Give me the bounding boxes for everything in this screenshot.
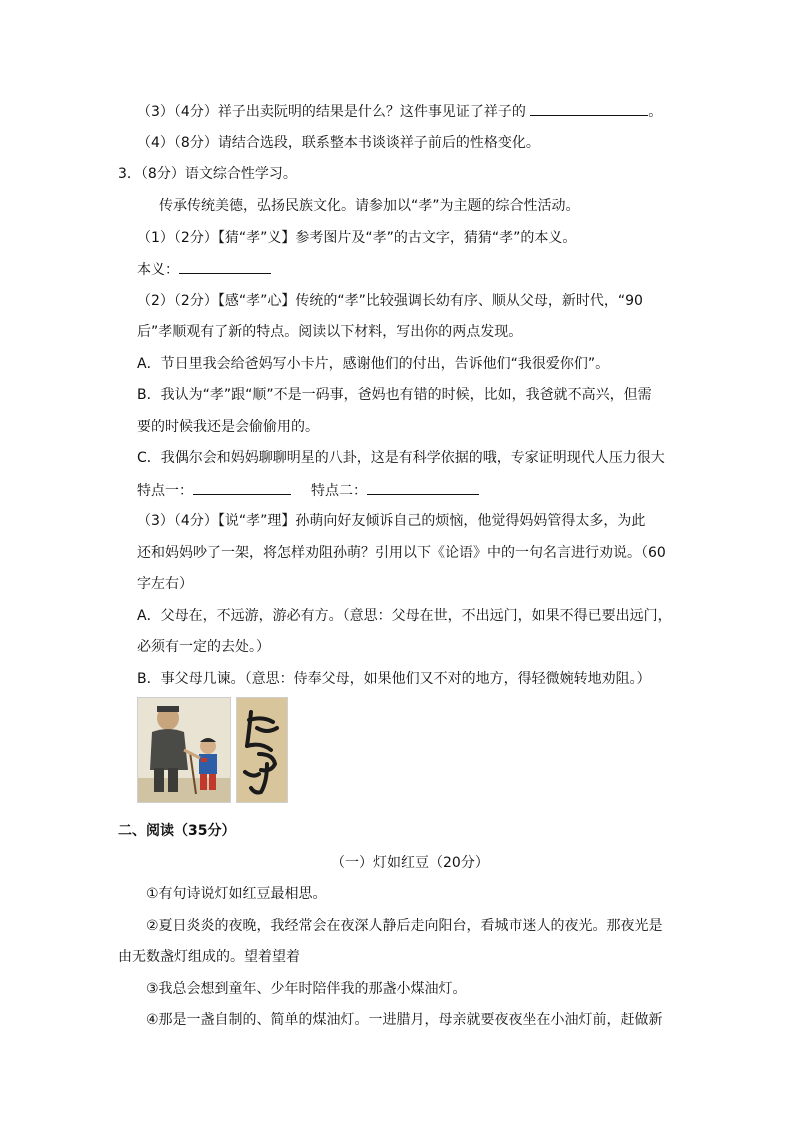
material-c: C．我偶尔会和妈妈聊聊明星的八卦，这是有科学依据的哦，专家证明现代人压力很大 xyxy=(137,450,665,466)
question-4-line: （4）（8分）请结合选段，联系整本书谈谈祥子前后的性格变化。 xyxy=(137,135,540,151)
paragraph-1: ①有句诗说灯如红豆最相思。 xyxy=(146,886,327,902)
lunyu-a-line1: A．父母在，不远游，游必有方。（意思：父母在世，不出远门，如果不得已要出远门， xyxy=(137,608,672,624)
seal-script-drawing xyxy=(237,698,287,802)
ancient-xiao-character xyxy=(236,697,288,803)
sub-question-1: （1）（2分）【猜“孝”义】参考图片及“孝”的古文字，猜猜“孝”的本义。 xyxy=(137,230,577,246)
sub-question-2-line2: 后”孝顺观有了新的特点。阅读以下材料，写出你的两点发现。 xyxy=(137,324,523,340)
punctuation: 。 xyxy=(648,104,663,120)
lunyu-b: B．事父母几谏。（意思：侍奉父母，如果他们又不对的地方，得轻微婉转地劝阻。） xyxy=(137,671,651,687)
sub-question-3-line1: （3）（4分）【说“孝”理】孙萌向好友倾诉自己的烦恼，他觉得妈妈管得太多，为此 xyxy=(137,513,646,529)
feature-1-label: 特点一： xyxy=(137,483,193,499)
activity-intro: 传承传统美德，弘扬民族文化。请参加以“孝”为主题的综合性活动。 xyxy=(159,198,580,214)
question-3-line xyxy=(137,101,662,122)
paragraph-2-line2: 由无数盏灯组成的。望着望着 xyxy=(118,949,300,965)
feature-2-blank[interactable] xyxy=(367,480,479,495)
paragraph-4: ④那是一盏自制的、简单的煤油灯。一进腊月，母亲就要夜夜坐在小油灯前，赶做新 xyxy=(146,1012,663,1028)
lunyu-a-line2: 必须有一定的去处。） xyxy=(137,639,270,655)
section-2-title: 二、阅读（35分） xyxy=(118,823,236,839)
question-text: （3）（4分）祥子出卖阮明的结果是什么？这件事见证了祥子的 xyxy=(137,104,526,120)
feature-2-label: 特点二： xyxy=(311,483,367,499)
feature-1-blank[interactable] xyxy=(193,480,291,495)
elder-child-drawing xyxy=(138,698,230,802)
passage-title: （一）灯如红豆（20分） xyxy=(331,855,489,871)
paragraph-3: ③我总会想到童年、少年时陪伴我的那盏小煤油灯。 xyxy=(146,981,467,997)
material-b-line1: B．我认为“孝”跟“顺”不是一码事，爸妈也有错的时候，比如，我爸就不高兴，但需 xyxy=(137,387,652,403)
benyi-line xyxy=(137,259,271,280)
material-a: A．节日里我会给爸妈写小卡片，感谢他们的付出，告诉他们“我很爱你们”。 xyxy=(137,356,610,372)
features-line xyxy=(137,480,479,501)
sub-question-3-line3: 字左右） xyxy=(137,576,193,592)
benyi-blank[interactable] xyxy=(179,259,271,274)
paragraph-2-line1: ②夏日炎炎的夜晚，我经常会在夜深人静后走向阳台，看城市迷人的夜光。那夜光是 xyxy=(146,918,663,934)
sub-question-3-line2: 还和妈妈吵了一架，将怎样劝阻孙萌？引用以下《论语》中的一句名言进行劝说。（60 xyxy=(137,545,666,561)
sub-question-2-line1: （2）（2分）【感“孝”心】传统的“孝”比较强调长幼有序、顺从父母，新时代，“90 xyxy=(137,293,643,309)
question-3-title: 3．（8分）语文综合性学习。 xyxy=(118,166,297,182)
benyi-label: 本义： xyxy=(137,262,179,278)
elder-child-illustration xyxy=(137,697,231,803)
answer-blank[interactable] xyxy=(530,101,648,116)
material-b-line2: 要的时候我还是会偷偷用的。 xyxy=(137,419,319,435)
